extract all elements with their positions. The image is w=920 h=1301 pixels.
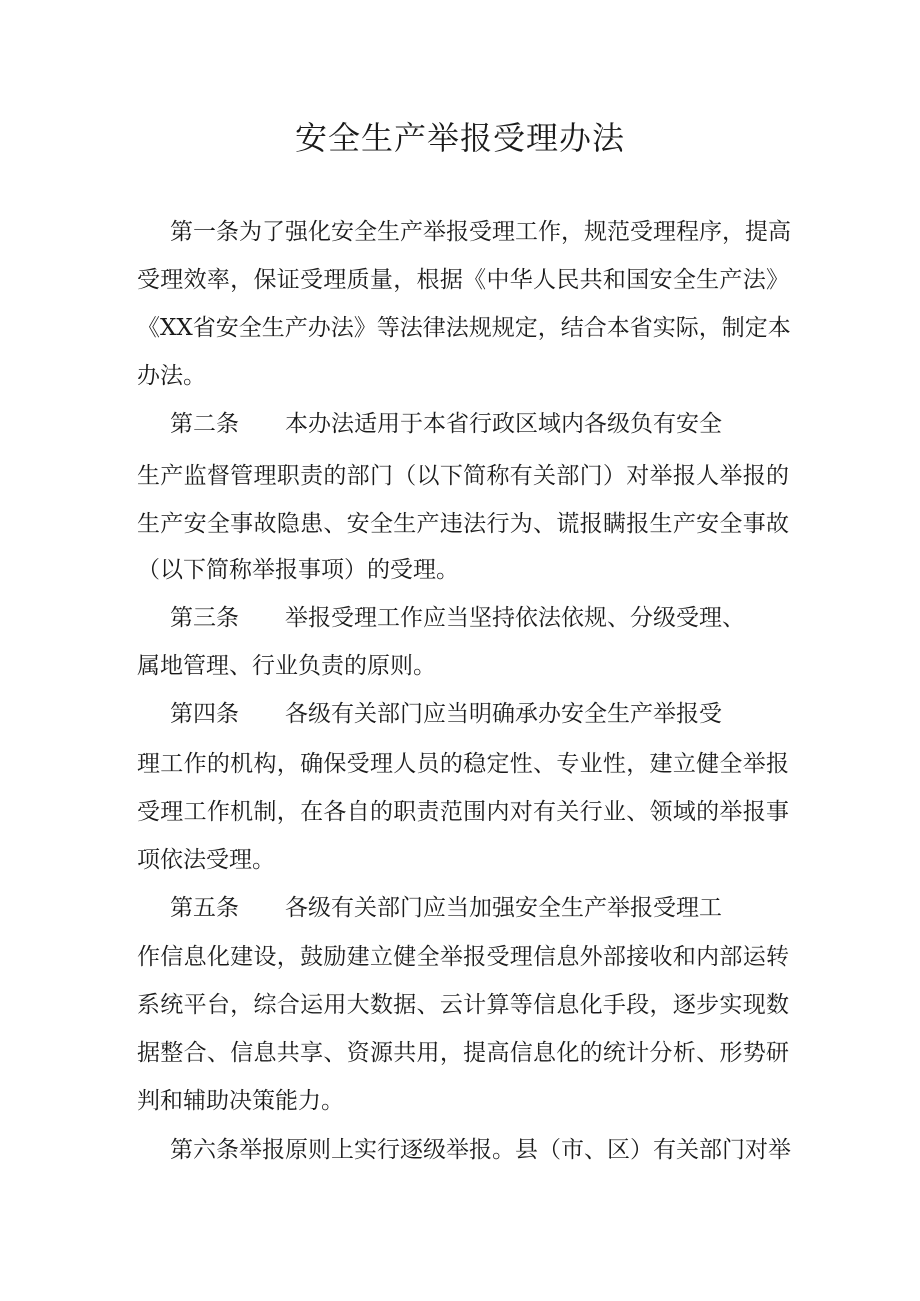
text-line: （以下简称举报事项）的受理。 xyxy=(137,557,459,583)
article-head-line xyxy=(170,891,830,925)
text-line: 生产安全事故隐患、安全生产违法行为、谎报瞒报生产安全事故 xyxy=(137,511,789,537)
text-line: 受理工作机制，在各自的职责范围内对有关行业、领域的举报事 xyxy=(137,799,789,825)
article-label: 第五条 xyxy=(170,895,239,921)
text-line: 受理效率，保证受理质量，根据《中华人民共和国安全生产法》 xyxy=(137,267,789,293)
article-label: 第四条 xyxy=(170,701,239,727)
text-line: 办法。 xyxy=(137,363,206,389)
document-title: 安全生产举报受理办法 xyxy=(294,119,625,157)
text-line: 生产监督管理职责的部门（以下简称有关部门）对举报人举报的 xyxy=(137,463,789,489)
article-text: 本办法适用于本省行政区域内各级负有安全 xyxy=(285,411,722,437)
text-line: 判和辅助决策能力。 xyxy=(137,1088,344,1114)
article-text: 各级有关部门应当加强安全生产举报受理工 xyxy=(285,895,722,921)
text-line: 系统平台，综合运用大数据、云计算等信息化手段，逐步实现数 xyxy=(137,992,789,1018)
article-head-line xyxy=(170,601,830,635)
article-text: 各级有关部门应当明确承办安全生产举报受 xyxy=(285,701,722,727)
text-line: 项依法受理。 xyxy=(137,847,275,873)
article-text: 举报受理工作应当坚持依法依规、分级受理、 xyxy=(285,605,745,631)
text-line: 理工作的机构，确保受理人员的稳定性、专业性，建立健全举报 xyxy=(137,751,789,777)
article-label: 第三条 xyxy=(170,605,239,631)
article-head-line xyxy=(170,407,830,441)
text-line: 属地管理、行业负责的原则。 xyxy=(137,653,436,679)
text-line: 据整合、信息共享、资源共用，提高信息化的统计分析、形势研 xyxy=(137,1040,789,1066)
article-head-line xyxy=(170,697,830,731)
text-line: 第六条举报原则上实行逐级举报。县（市、区）有关部门对举 xyxy=(170,1137,791,1163)
text-line: 《XX省安全生产办法》等法律法规规定，结合本省实际，制定本 xyxy=(137,315,791,341)
text-line: 第一条为了强化安全生产举报受理工作，规范受理程序，提高 xyxy=(170,219,791,245)
article-label: 第二条 xyxy=(170,411,239,437)
text-line: 作信息化建设，鼓励建立健全举报受理信息外部接收和内部运转 xyxy=(137,944,789,970)
